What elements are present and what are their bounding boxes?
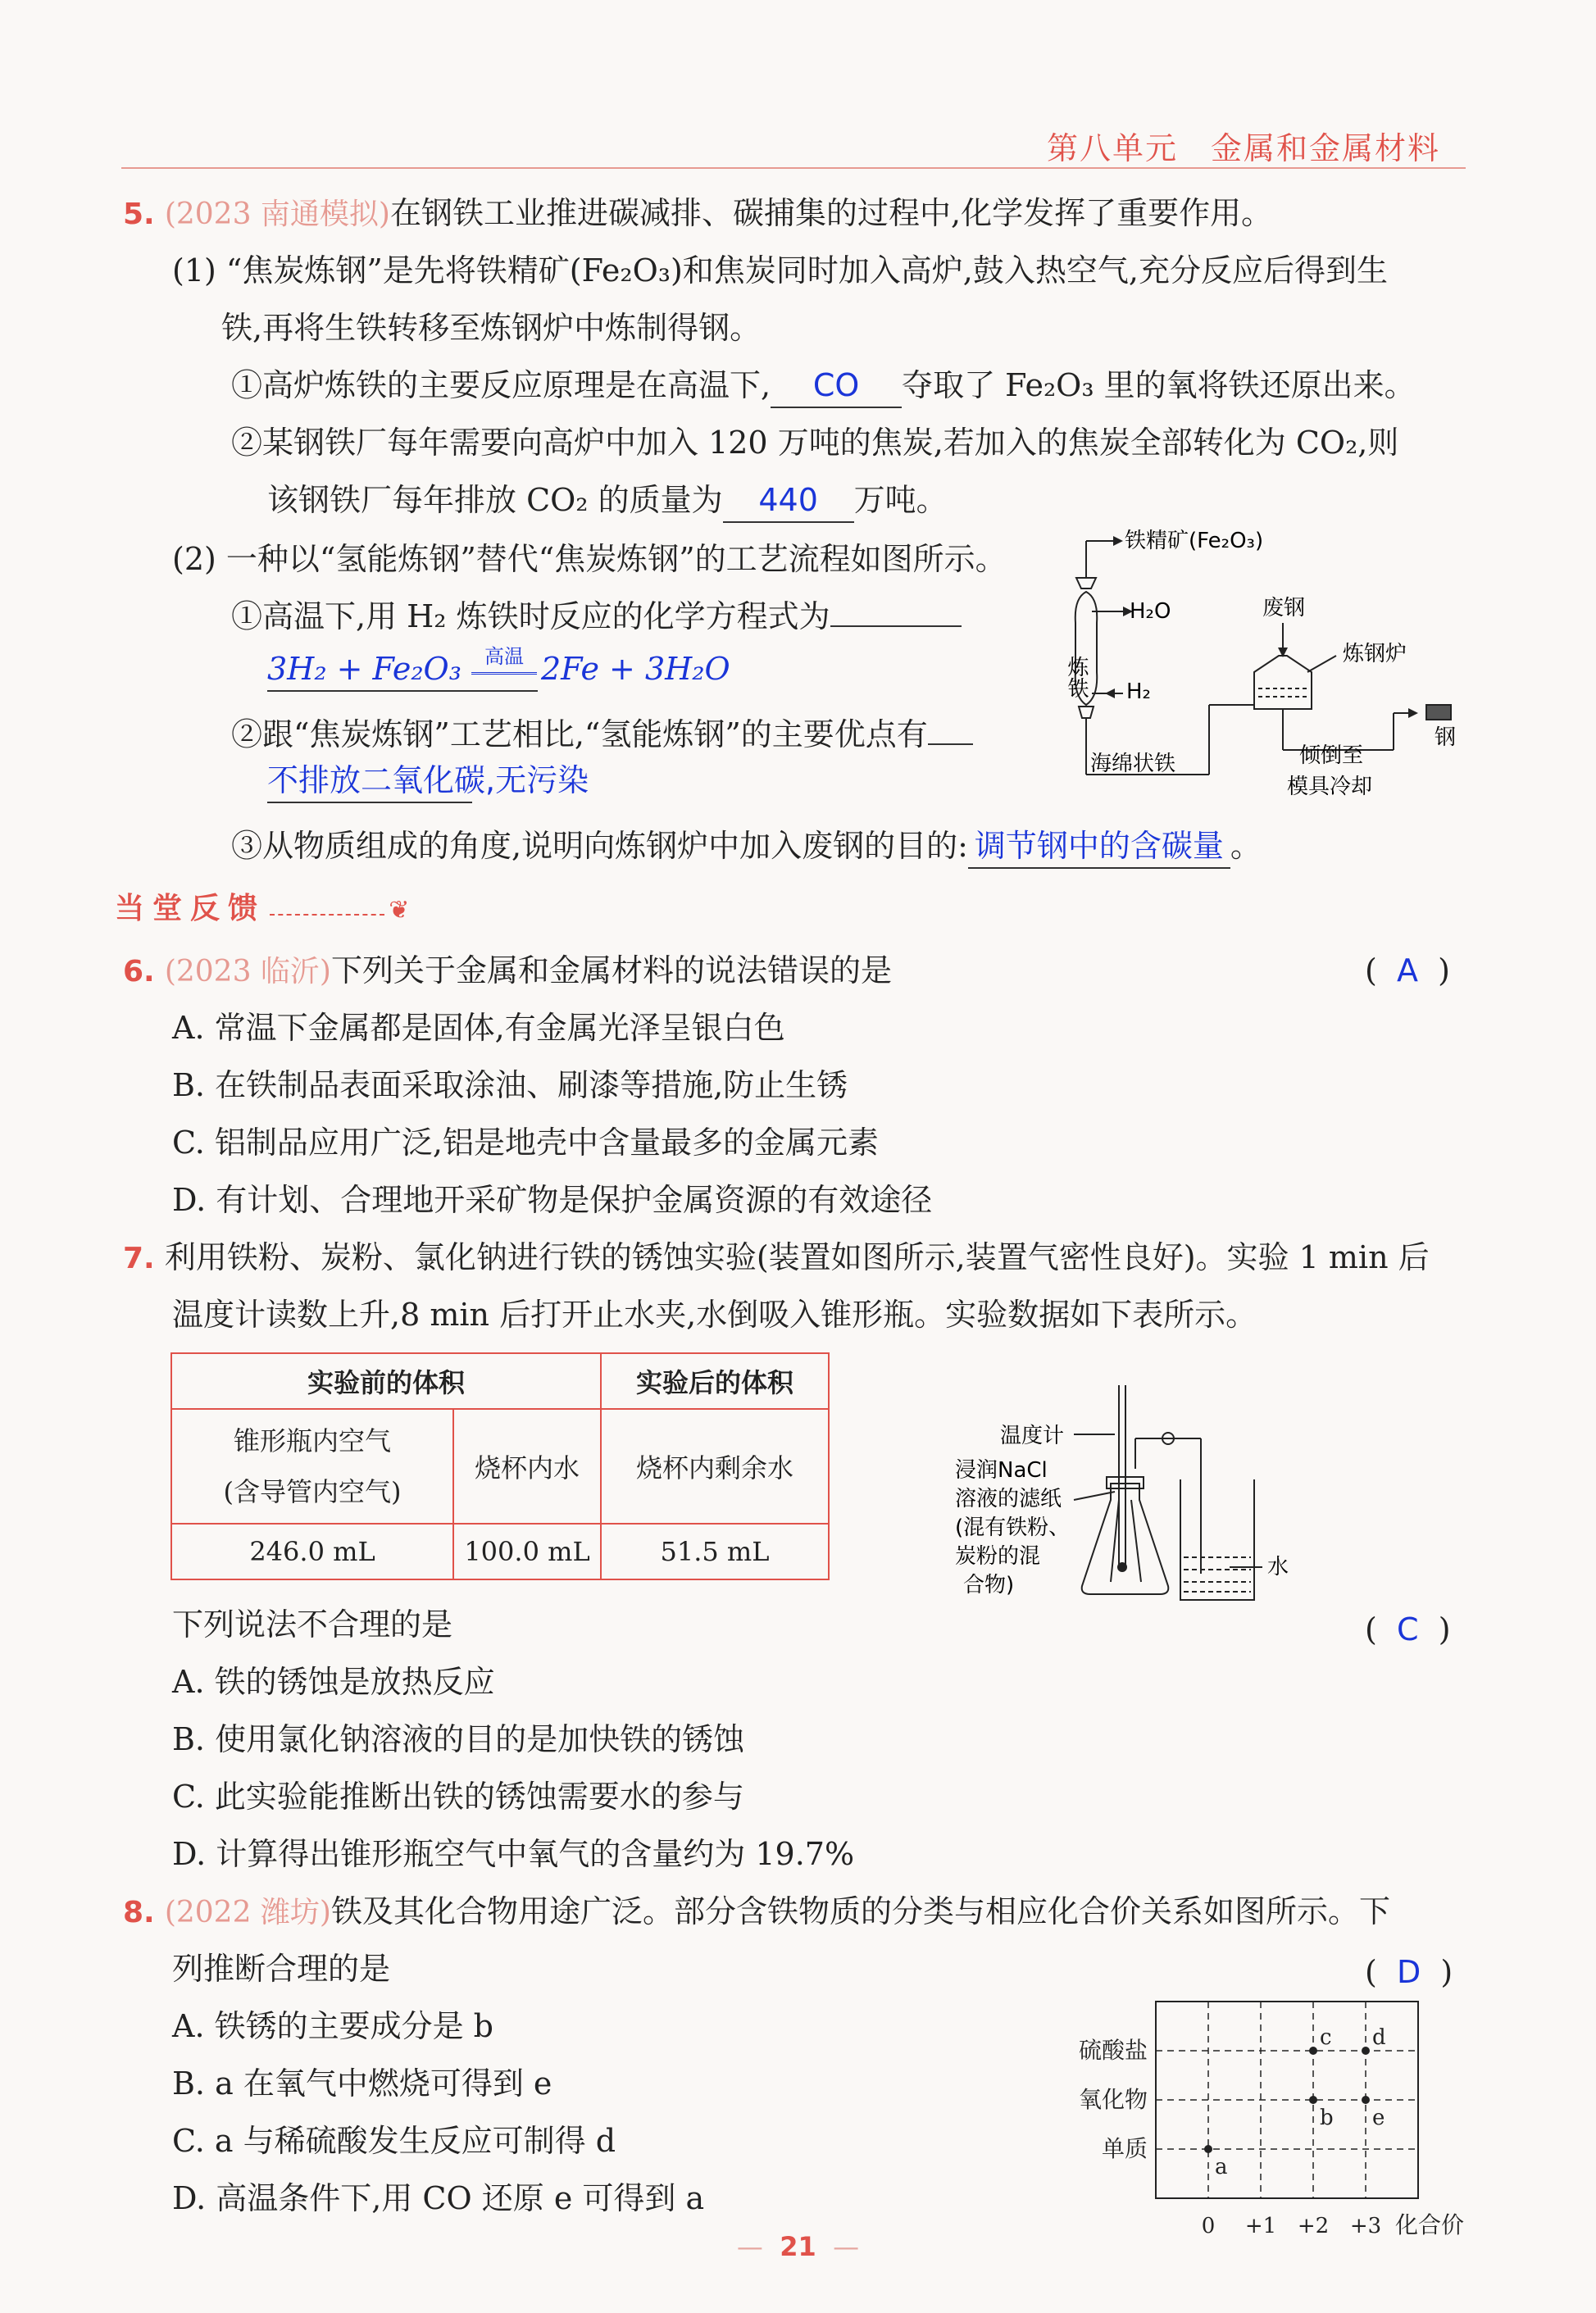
label-paper4: 炭粉的混 <box>955 1544 1041 1569</box>
equation-condition: 高温 <box>484 645 525 668</box>
q5-p2-sub2-answer: 不排放二氧化碳,无污染 <box>267 762 589 798</box>
q7-line2: 温度计读数上升,8 min 后打开止水夹,水倒吸入锥形瓶。实验数据如下表所示。 <box>172 1297 1257 1333</box>
q5-p2-sub3: ③从物质组成的角度,说明向炼钢炉中加入废钢的目的: 调节钢中的含碳量 。 <box>231 825 1262 869</box>
hydrogen-steel-flowchart <box>1025 516 1484 811</box>
y-tick-label: 硫酸盐 <box>1078 2037 1148 2064</box>
q6-answer: A <box>1396 952 1418 988</box>
q5-p2-sub2-answer-line <box>267 759 589 803</box>
q8-option-b: B. a 在氧气中燃烧可得到 e <box>172 2065 552 2102</box>
point-label-a: a <box>1215 2155 1228 2179</box>
q5-part1-line2: 铁,再将生铁转移至炼钢炉中炼制得钢。 <box>221 310 762 346</box>
q5-part2-line: (2) 一种以“氢能炼钢”替代“焦炭炼钢”的工艺流程如图所示。 <box>172 541 1007 577</box>
equation-left: 3H₂ + Fe₂O₃ <box>267 651 462 687</box>
q6-option-d: D. 有计划、合理地开采矿物是保护金属资源的有效途径 <box>172 1182 933 1218</box>
q6-stem-line <box>123 949 892 993</box>
q8-text1: 铁及其化合物用途广泛。部分含铁物质的分类与相应化合价关系如图所示。下 <box>330 1893 1390 1929</box>
feedback-banner <box>115 885 409 927</box>
point-label-b: b <box>1320 2106 1334 2130</box>
q5-sub1-answer: CO <box>812 367 860 403</box>
unit-label: 第八单元 <box>1046 130 1178 166</box>
valence-class-graph <box>1066 1992 1492 2238</box>
point-label-d: d <box>1372 2025 1386 2050</box>
q5-p2-sub1 <box>231 595 962 638</box>
page-number: 21 <box>780 2231 816 2262</box>
data-point-e <box>1362 2096 1370 2104</box>
table-value-1: 246.0 mL <box>171 1524 453 1579</box>
q6-source: (2023 临沂) <box>164 955 331 988</box>
q6-option-a: A. 常温下金属都是固体,有金属光泽呈银白色 <box>172 1010 785 1046</box>
q7-option-d: D. 计算得出锥形瓶空气中氧气的含量约为 19.7% <box>172 1836 855 1872</box>
q7-answer-bracket: ( C ) <box>1365 1611 1451 1647</box>
data-point-d <box>1362 2047 1370 2055</box>
q5-p2-sub3-text: ③从物质组成的角度,说明向炼钢炉中加入废钢的目的: <box>231 828 968 864</box>
label-paper5: 合物) <box>963 1573 1015 1597</box>
q8-line1 <box>123 1890 1390 1934</box>
label-steel-furnace: 炼钢炉 <box>1343 642 1407 666</box>
q7-number: 7. <box>123 1242 155 1275</box>
x-tick-label: 0 <box>1201 2214 1216 2238</box>
q7-text1: 利用铁粉、炭粉、氯化钠进行铁的锈蚀实验(装置如图所示,装置气密性良好)。实验 1 min 后 <box>164 1239 1430 1275</box>
arrow-icon <box>1113 536 1123 546</box>
label-paper3: (混有铁粉、 <box>955 1515 1071 1540</box>
label-sponge-iron: 海绵状铁 <box>1090 752 1176 776</box>
q7-data-table <box>171 1352 830 1580</box>
label-paper1: 浸润NaCl <box>955 1458 1048 1483</box>
q5-sub1 <box>231 364 1416 408</box>
flask-air-label: 锥形瓶内空气 <box>233 1425 391 1456</box>
q8-answer-bracket: ( D ) <box>1365 1954 1453 1990</box>
q5-sub1-text: ①高炉炼铁的主要反应原理是在高温下, <box>231 367 771 403</box>
q5-sub2-line2 <box>267 479 948 523</box>
table-cell-remaining-water: 烧杯内剩余水 <box>601 1409 829 1524</box>
q5-sub2-post: 万吨。 <box>853 482 948 518</box>
q6-stem: 下列关于金属和金属材料的说法错误的是 <box>330 952 892 988</box>
label-h2: H₂ <box>1126 679 1151 704</box>
q8-line2: 列推断合理的是 <box>172 1951 391 1987</box>
q8-source: (2022 潍坊) <box>164 1896 331 1929</box>
label-water: 水 <box>1267 1555 1289 1579</box>
x-tick-label: +2 <box>1297 2214 1330 2238</box>
q7-option-b: B. 使用氯化钠溶液的目的是加快铁的锈蚀 <box>172 1721 745 1757</box>
label-h2o: H₂O <box>1130 599 1171 624</box>
unit-title: 金属和金属材料 <box>1210 130 1440 166</box>
q5-p2-sub2-text: ②跟“焦炭炼钢”工艺相比,“氢能炼钢”的主要优点有 <box>231 716 928 752</box>
table-cell-beaker-water: 烧杯内水 <box>453 1409 601 1524</box>
q6-option-c: C. 铝制品应用广泛,铝是地壳中含量最多的金属元素 <box>172 1125 879 1161</box>
table-header-after: 实验后的体积 <box>601 1353 829 1409</box>
q5-number: 5. <box>123 198 155 231</box>
q6-answer-bracket: ( A ) <box>1365 952 1450 988</box>
leaf-icon: ❦ <box>389 896 410 925</box>
q7-answer: C <box>1396 1611 1419 1647</box>
flask-air-sub: (含导管内空气) <box>223 1476 402 1507</box>
header-rule <box>121 167 1466 169</box>
y-tick-label: 氧化物 <box>1078 2086 1148 2113</box>
q5-p2-sub1-text: ①高温下,用 H₂ 炼铁时反应的化学方程式为 <box>231 598 830 634</box>
label-ore: 铁精矿(Fe₂O₃) <box>1125 529 1264 553</box>
equation-arrow <box>471 645 537 679</box>
y-tick-label: 单质 <box>1101 2135 1148 2162</box>
q8-option-d: D. 高温条件下,用 CO 还原 e 可得到 a <box>172 2180 705 2216</box>
q5-p2-sub1-answer-right <box>541 648 730 690</box>
q7-stem: 下列说法不合理的是 <box>172 1606 453 1643</box>
q5-p2-sub2-blank <box>928 743 973 745</box>
q6-number: 6. <box>123 955 155 988</box>
q7-option-c: C. 此实验能推断出铁的锈蚀需要水的参与 <box>172 1779 744 1815</box>
x-tick-label: +3 <box>1349 2214 1382 2238</box>
q5-p2-sub3-blank <box>968 825 1230 869</box>
q5-stem: 在钢铁工业推进碳减排、碳捕集的过程中,化学发挥了重要作用。 <box>389 195 1273 231</box>
label-steel: 钢 <box>1435 725 1457 750</box>
point-label-c: c <box>1320 2025 1332 2050</box>
q5-p2-sub1-answer <box>267 645 538 692</box>
table-header-before: 实验前的体积 <box>171 1353 601 1409</box>
q5-part1-line1: (1) “焦炭炼钢”是先将铁精矿(Fe₂O₃)和焦炭同时加入高炉,鼓入热空气,充分反应后得到生 <box>172 252 1388 289</box>
q5-stem-line <box>123 192 1272 236</box>
q5-sub2-answer: 440 <box>758 482 818 518</box>
label-paper2: 溶液的滤纸 <box>955 1487 1062 1511</box>
q8-option-a: A. 铁锈的主要成分是 b <box>172 2008 494 2044</box>
rust-experiment-apparatus <box>951 1377 1328 1623</box>
label-scrap: 废钢 <box>1262 596 1306 620</box>
data-point-a <box>1204 2145 1212 2153</box>
q5-p2-sub2 <box>231 713 973 756</box>
q5-source: (2023 南通模拟) <box>164 198 390 231</box>
arrow-icon <box>1105 688 1115 698</box>
q5-sub1-blank <box>771 364 902 408</box>
table-cell-flask-air <box>171 1409 453 1524</box>
data-point-b <box>1309 2096 1317 2104</box>
label-mold: 模具冷却 <box>1287 775 1373 799</box>
q5-p2-sub3-answer: 调节钢中的含碳量 <box>974 828 1224 864</box>
point-label-e: e <box>1372 2106 1385 2130</box>
q7-line1 <box>123 1236 1430 1280</box>
q8-answer: D <box>1396 1954 1421 1990</box>
q5-sub2-blank <box>723 479 854 523</box>
label-furnace: 炼铁 <box>1064 656 1089 698</box>
unit-header <box>1047 123 1440 168</box>
q5-sub2-text: 该钢铁厂每年排放 CO₂ 的质量为 <box>267 482 723 518</box>
label-thermometer: 温度计 <box>1000 1424 1065 1448</box>
table-value-2: 100.0 mL <box>453 1524 601 1579</box>
feedback-title: 当堂反馈 <box>115 892 266 925</box>
x-tick-label: +1 <box>1244 2214 1277 2238</box>
q5-p2-sub1-blank <box>830 625 962 627</box>
arrow-icon <box>1408 708 1418 718</box>
label-pour: 倾倒至 <box>1299 743 1364 768</box>
data-point-c <box>1309 2047 1317 2055</box>
q7-option-a: A. 铁的锈蚀是放热反应 <box>172 1664 495 1700</box>
q5-sub2-line1: ②某钢铁厂每年需要向高炉中加入 120 万吨的焦炭,若加入的焦炭全部转化为 CO₂,则 <box>231 425 1399 461</box>
table-value-3: 51.5 mL <box>601 1524 829 1579</box>
q8-option-c: C. a 与稀硫酸发生反应可制得 d <box>172 2123 616 2159</box>
q6-option-b: B. 在铁制品表面采取涂油、刷漆等措施,防止生锈 <box>172 1067 848 1103</box>
q8-number: 8. <box>123 1896 155 1929</box>
page-footer: — 21 — <box>736 2231 860 2262</box>
q5-sub1-post: 夺取了 Fe₂O₃ 里的氧将铁还原出来。 <box>902 367 1416 403</box>
equation-right: 2Fe + 3H₂O <box>541 651 730 687</box>
x-axis-title: 化合价 <box>1395 2211 1465 2238</box>
